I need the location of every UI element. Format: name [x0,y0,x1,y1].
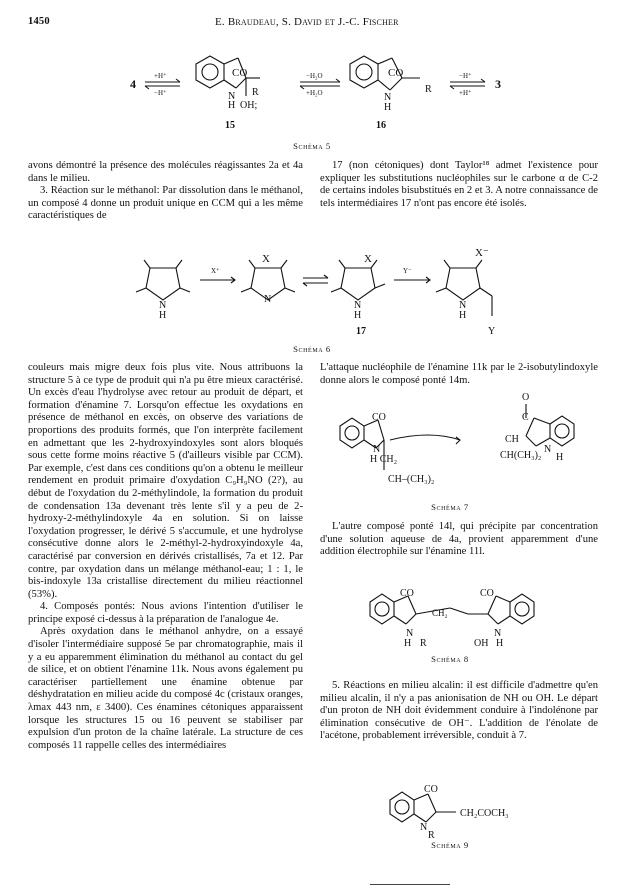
svg-text:CO: CO [372,412,386,423]
svg-text:R: R [252,87,259,98]
svg-text:X: X [364,253,372,265]
paragraph: Après oxydation dans le méthanol anhydre, on a essayé d'isoler l'intermédiaire supposé 5e par chromatographie, mais il y a eu apparemment élimination du méthanol au contact du gel de silice, et on obtient l'énamine 11k. Nous avons également pu caractériser partiellement une énamine obtenue par déshydratation en milieu acide du composé 4c (cristaux oranges, λmax 443 nm, ε 3400). Ces énamines cétoniques apparaissent lorsque les structures 15 ou 16 peuvent se stabiliser par expulsion d'un proton de la chaîne latérale. La structure de ces composés 11 rappelle celles des intermédiaires [28,626,303,751]
compound-4-label: 4 [130,77,136,91]
scheme-5-drawing [0,0,624,140]
right-paragraph-a: L'attaque nucléophile de l'énamine 11k par le 2-isobutylindoxyle donne alors le composé ponté 14m. [320,362,598,386]
svg-text:CH₂COCH₃: CH₂COCH₃ [460,808,509,819]
scheme-9-caption: Schéma 9 [431,840,469,850]
svg-text:H: H [384,102,392,113]
svg-text:X⁻: X⁻ [475,247,489,259]
svg-text:N: N [459,300,467,311]
compound-3-label: 3 [495,77,501,91]
svg-text:CO: CO [400,588,414,599]
right-column-top [320,160,598,210]
svg-text:CH(CH₃)₂: CH(CH₃)₂ [500,450,542,461]
page-number: 1450 [28,16,50,27]
svg-text:N: N [406,628,414,639]
svg-text:CO: CO [424,784,438,795]
svg-text:R: R [420,638,427,649]
svg-text:+H⁺: +H⁺ [459,89,472,97]
scheme-9-drawing [320,778,610,841]
left-column-main [28,362,303,752]
svg-text:−H₂O: −H₂O [306,72,323,80]
compound-15-structure [196,56,260,96]
svg-text:−H⁺: −H⁺ [154,89,167,97]
svg-text:N: N [420,822,428,833]
svg-text:Y: Y [488,326,496,337]
paragraph: 17 (non cétoniques) dont Taylor¹⁸ admet l'existence pour expliquer les substitutions nucléophiles sur le carbone α de C-2 de certains indoles bisubstitués en 2 et 3. A notre connaissance de tels intermédiaires 17 n'ont pas encore été isolés. [320,160,598,209]
svg-text:N: N [159,300,167,311]
scheme-5-caption: Schéma 5 [293,141,331,151]
running-title: E. Braudeau, S. David et J.-C. Fischer [215,16,399,28]
left-column-top [28,160,303,223]
svg-text:H: H [228,100,236,111]
svg-text:X: X [262,253,270,265]
scheme-8-caption: Schéma 8 [431,654,469,664]
svg-text:CH–(CH₃)₂: CH–(CH₃)₂ [388,474,435,485]
svg-text:N: N [264,294,272,305]
equilibrium-arrow-2 [300,79,340,89]
svg-text:CH₂: CH₂ [432,608,448,618]
compound-16-label: 16 [376,120,386,131]
scheme-7-drawing [320,390,610,490]
paragraph: couleurs mais migre deux fois plus vite. Nous attribuons la structure 5 à ce type de produit qui n'a pu être mieux caractérisé. Un excès d'eau l'hydrolyse avec retour au produit de départ, et formation d'énamine 7. Lorsqu'on effectue les oxydations en présence de méthanol en excès, on observe des variations de proportions des produits formés, que l'on interprète facilement en admettant que les 2-hydroxyindoxyles sont alors bloqués sous cette forme moins réactive 5 (d'ailleurs visible par CCM). Par exemple, c'est dans ces conditions qu'on a obtenu le meilleur rendement en produit primaire d'oxydation C₉H₉NO (2?), au début de l'oxydation du 2-méthylindole, la formation du produit de condensation 13a devenant très lente s'il y a peu de 2-hydroxy-2-méthylindoxyle 4a en solution. Si on laisse l'oxydation progresser, le dérivé 5 s'accumule, et une hydrolyse consécutive donne alors le 2-méthyl-2-hydroxyindoxyle 4a, caractérisé par conversion en dérivés cristallisés, 7a et 12. Par contre, par oxydation dans un mélange méthanol-eau; 1 : 1, le bis-indoxyle 13a cristallise directement du milieu réactionnel (53%). [28,362,303,600]
compound-16-structure [350,56,420,90]
svg-text:C: C [522,412,529,423]
svg-text:N: N [228,91,236,102]
scheme-6-drawing [0,240,624,335]
svg-text:CH: CH [505,434,519,445]
svg-text:OH: OH [474,638,489,649]
svg-text:+H⁺: +H⁺ [154,72,167,80]
equilibrium-arrow-1 [145,79,180,89]
right-paragraph-c: 5. Réactions en milieu alcalin: il est difficile d'admettre qu'en milieu alcalin, il n'y a pas anionisation de NH ou OH. Le départ d'un proton de NH doit évidemment conduire à l'indolénone par élimination consécutive de OH⁻. L'addition de l'énolate de l'acétone, probablement irréversible, conduit à 7. [320,680,598,742]
scheme-6-caption: Schéma 6 [293,344,331,354]
svg-text:H: H [159,310,167,321]
compound-17-label: 17 [356,326,366,337]
svg-text:R: R [428,830,435,841]
svg-text:X⁺: X⁺ [211,267,220,275]
svg-text:N: N [384,92,392,103]
svg-text:CO: CO [480,588,494,599]
paragraph: 3. Réaction sur le méthanol: Par dissolution dans le méthanol, un composé 4 donne un produit unique en CCM qui a les même caractéristiques de [28,185,303,222]
equilibrium-arrow-3 [450,79,485,89]
svg-text:H: H [459,310,467,321]
svg-text:N: N [494,628,502,639]
svg-text:CO: CO [232,67,248,79]
svg-text:+H₂O: +H₂O [306,89,323,97]
svg-text:N: N [544,444,552,455]
svg-text:H: H [556,452,564,463]
right-paragraph-b: L'autre composé ponté 14l, qui précipite par concentration d'une solution aqueuse de 4a, provient apparemment d'une addition électrophile sur l'énamine 11l. [320,521,598,558]
svg-text:R: R [425,84,432,95]
svg-text:N: N [373,444,381,455]
compound-15-label: 15 [225,120,235,131]
svg-text:Y⁻: Y⁻ [403,267,412,275]
scheme-7-caption: Schéma 7 [431,502,469,512]
footnote-rule [370,884,450,885]
paragraph: 4. Composés pontés: Nous avions l'intention d'utiliser le principe exposé ci-dessus à la préparation de l'analogue 4e. [28,601,303,625]
scheme-8-drawing [320,578,610,648]
svg-text:N: N [354,300,362,311]
svg-text:CO: CO [388,67,404,79]
svg-text:H: H [354,310,362,321]
paragraph: avons démontré la présence des molécules réagissantes 2a et 4a dans le milieu. [28,160,303,184]
svg-text:H CH₂: H CH₂ [370,454,398,465]
svg-text:O: O [522,392,530,403]
svg-text:OH;: OH; [240,100,258,111]
svg-text:H: H [404,638,412,649]
svg-text:H: H [496,638,504,649]
svg-text:−H⁺: −H⁺ [459,72,472,80]
